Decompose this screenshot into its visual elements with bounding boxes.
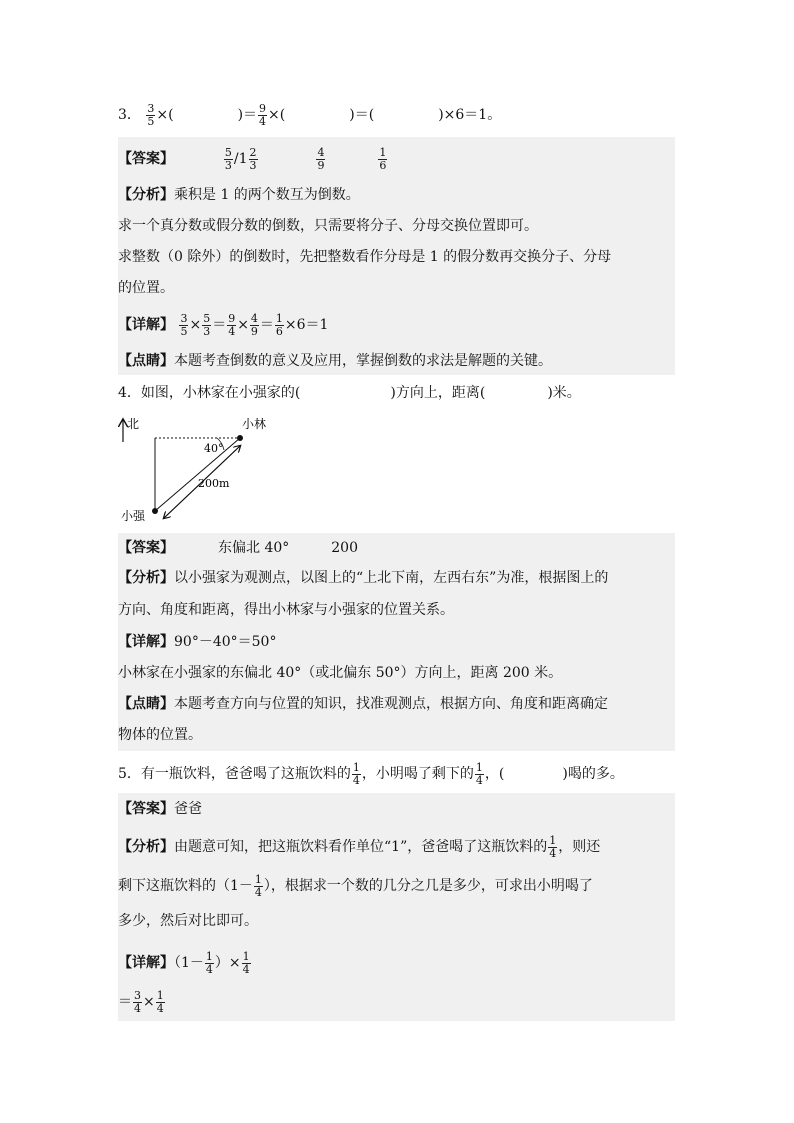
analysis-label: 【分析】 — [118, 839, 174, 856]
analysis-text: ），根据求一个数的几分之几是多少，可求出小明喝了 — [263, 878, 593, 895]
fraction — [202, 313, 211, 337]
fraction — [227, 313, 236, 337]
q4-comment — [118, 697, 608, 712]
q3-analysis-1 — [118, 188, 360, 203]
comment-text: 物体的位置。 — [118, 727, 202, 743]
question-text: ×( — [156, 107, 174, 124]
fraction — [352, 762, 361, 786]
comment-text: 本题考查倒数的意义及应用，掌握倒数的求法是解题的关键。 — [174, 353, 552, 369]
question-text: )×6＝1。 — [438, 107, 502, 124]
fraction — [475, 762, 484, 786]
direction-diagram — [112, 414, 282, 526]
detail-text: ＝ — [212, 317, 227, 334]
numerator: 4 — [317, 146, 325, 159]
q3-answer — [118, 147, 388, 171]
analysis-text: 方向、角度和距离，得出小林家与小强家的位置关系。 — [118, 602, 454, 618]
denominator: 4 — [254, 885, 262, 899]
denominator: 3 — [203, 324, 211, 338]
question-text: 5．有一瓶饮料，爸爸喝了这瓶饮料的 — [118, 766, 351, 783]
fraction — [254, 874, 263, 898]
numerator: 1 — [475, 761, 483, 774]
denominator: 5 — [180, 324, 188, 338]
analysis-label: 【分析】 — [118, 570, 174, 586]
numerator: 1 — [242, 950, 250, 963]
numerator: 1 — [205, 950, 213, 963]
q3-analysis-3 — [118, 250, 611, 265]
detail-text: ＝ — [259, 317, 274, 334]
fraction — [224, 147, 233, 171]
fraction — [249, 147, 258, 171]
numerator: 9 — [228, 312, 236, 325]
detail-text: × — [143, 994, 155, 1011]
angle-label: 40° — [204, 442, 224, 455]
q5-solution-box — [118, 793, 675, 1021]
denominator: 3 — [224, 158, 232, 172]
fraction — [205, 951, 214, 975]
denominator: 4 — [242, 962, 250, 976]
question-text: 4．如图，小林家在小强家的( — [118, 385, 301, 401]
fraction — [179, 313, 188, 337]
detail-text: （1－ — [174, 955, 204, 972]
q5-analysis-2 — [118, 874, 593, 898]
question-number: 3． — [118, 107, 141, 124]
analysis-text: 的位置。 — [118, 280, 174, 296]
north-label: 北 — [127, 417, 140, 431]
numerator: 1 — [275, 312, 283, 325]
denominator: 6 — [379, 158, 387, 172]
q4-analysis-1 — [118, 571, 608, 586]
q3-comment — [118, 354, 552, 369]
numerator: 5 — [224, 146, 232, 159]
xiaolin-point — [237, 435, 243, 441]
q5-answer — [118, 802, 202, 817]
answer-value: 东偏北 40° — [218, 540, 290, 556]
denominator: 9 — [317, 158, 325, 172]
xiaoqiang-label: 小强 — [121, 509, 146, 523]
detail-text: 小林家在小强家的东偏北 40°（或北偏东 50°）方向上，距离 200 米。 — [118, 665, 563, 681]
analysis-text: 以小强家为观测点，以图上的“上北下南，左西右东”为准，根据图上的 — [174, 570, 609, 586]
numerator: 3 — [147, 102, 155, 115]
numerator: 5 — [203, 312, 211, 325]
numerator: 1 — [254, 873, 262, 886]
answer-label: 【答案】 — [118, 540, 174, 556]
detail-label: 【详解】 — [118, 634, 174, 650]
analysis-label: 【分析】 — [118, 187, 174, 203]
question-text: ，( — [484, 766, 505, 783]
fraction — [275, 313, 284, 337]
detail-text: × — [189, 317, 202, 334]
numerator: 4 — [250, 312, 258, 325]
answer-label: 【答案】 — [118, 151, 174, 168]
numerator: 3 — [134, 989, 141, 1002]
question-text: )方向上，距离( — [390, 385, 486, 401]
numerator: 1 — [156, 989, 164, 1002]
analysis-text: 求整数（0 除外）的倒数时，先把整数看作分母是 1 的假分数再交换分子、分母 — [118, 249, 612, 265]
q4-comment-2 — [118, 728, 202, 743]
answer-separator: /1 — [233, 151, 248, 168]
numerator: 1 — [379, 146, 387, 159]
denominator: 4 — [352, 773, 360, 787]
detail-label: 【详解】 — [118, 955, 174, 972]
question-text: )＝( — [349, 107, 375, 124]
comment-label: 【点睛】 — [118, 353, 174, 369]
numerator: 1 — [549, 834, 557, 847]
denominator: 3 — [249, 158, 257, 172]
denominator: 4 — [156, 1001, 164, 1015]
q5-detail-1 — [118, 951, 252, 975]
denominator: 5 — [147, 114, 155, 128]
numerator: 9 — [259, 102, 267, 115]
connecting-line — [155, 438, 240, 511]
question-text: )米。 — [547, 385, 581, 401]
fraction — [548, 835, 557, 859]
denominator: 4 — [475, 773, 483, 787]
detail-label: 【详解】 — [118, 317, 174, 334]
denominator: 4 — [228, 324, 236, 338]
denominator: 4 — [259, 114, 267, 128]
detail-text: ）× — [214, 955, 241, 972]
comment-text: 本题考查方向与位置的知识，找准观测点，根据方向、角度和距离确定 — [174, 696, 608, 712]
fraction — [378, 147, 387, 171]
q4-detail-2 — [118, 666, 562, 681]
detail-text: ×6＝1 — [284, 317, 329, 334]
q5-analysis-1 — [118, 835, 600, 859]
q5-analysis-3 — [118, 914, 258, 929]
question-4 — [118, 386, 581, 401]
comment-label: 【点睛】 — [118, 696, 174, 712]
fraction — [258, 103, 267, 127]
q3-analysis-2 — [118, 219, 538, 234]
denominator: 9 — [250, 324, 258, 338]
fraction — [133, 990, 142, 1014]
denominator: 6 — [275, 324, 283, 338]
distance-label: 200m — [198, 477, 230, 490]
numerator: 2 — [249, 146, 257, 159]
denominator: 4 — [549, 846, 557, 860]
analysis-text: 乘积是 1 的两个数互为倒数。 — [174, 187, 360, 203]
numerator: 3 — [180, 312, 188, 325]
analysis-text: 由题意可知，把这瓶饮料看作单位“1”，爸爸喝了这瓶饮料的 — [174, 839, 548, 856]
detail-text: × — [237, 317, 249, 334]
q3-analysis-4 — [118, 281, 174, 296]
question-text: ，小明喝了剩下的 — [361, 766, 474, 783]
detail-text: ＝ — [118, 994, 132, 1011]
analysis-text: 多少，然后对比即可。 — [118, 913, 258, 929]
question-text: )喝的多。 — [562, 766, 624, 783]
question-5 — [118, 762, 624, 786]
q4-answer — [118, 541, 358, 556]
fraction — [316, 147, 325, 171]
numerator: 1 — [352, 761, 360, 774]
analysis-text: 求一个真分数或假分数的倒数，只需要将分子、分母交换位置即可。 — [118, 218, 538, 234]
answer-label: 【答案】 — [118, 801, 174, 817]
q3-detail — [118, 313, 328, 337]
q5-detail-2 — [118, 990, 166, 1014]
analysis-text: ，则还 — [558, 839, 601, 856]
question-text: )＝ — [237, 107, 258, 124]
question-text: ×( — [268, 107, 286, 124]
fraction — [146, 103, 155, 127]
xiaolin-label: 小林 — [242, 417, 267, 431]
xiaoqiang-point — [152, 508, 158, 514]
detail-text: 90°－40°＝50° — [174, 634, 277, 650]
answer-value: 200 — [331, 540, 358, 556]
fraction — [156, 990, 165, 1014]
q4-detail — [118, 635, 276, 650]
answer-value: 爸爸 — [174, 801, 202, 817]
analysis-text: 剩下这瓶饮料的（1－ — [118, 878, 253, 895]
denominator: 4 — [205, 962, 213, 976]
fraction — [250, 313, 259, 337]
q4-analysis-2 — [118, 603, 454, 618]
denominator: 4 — [134, 1001, 141, 1015]
question-3 — [118, 103, 501, 127]
fraction — [242, 951, 251, 975]
